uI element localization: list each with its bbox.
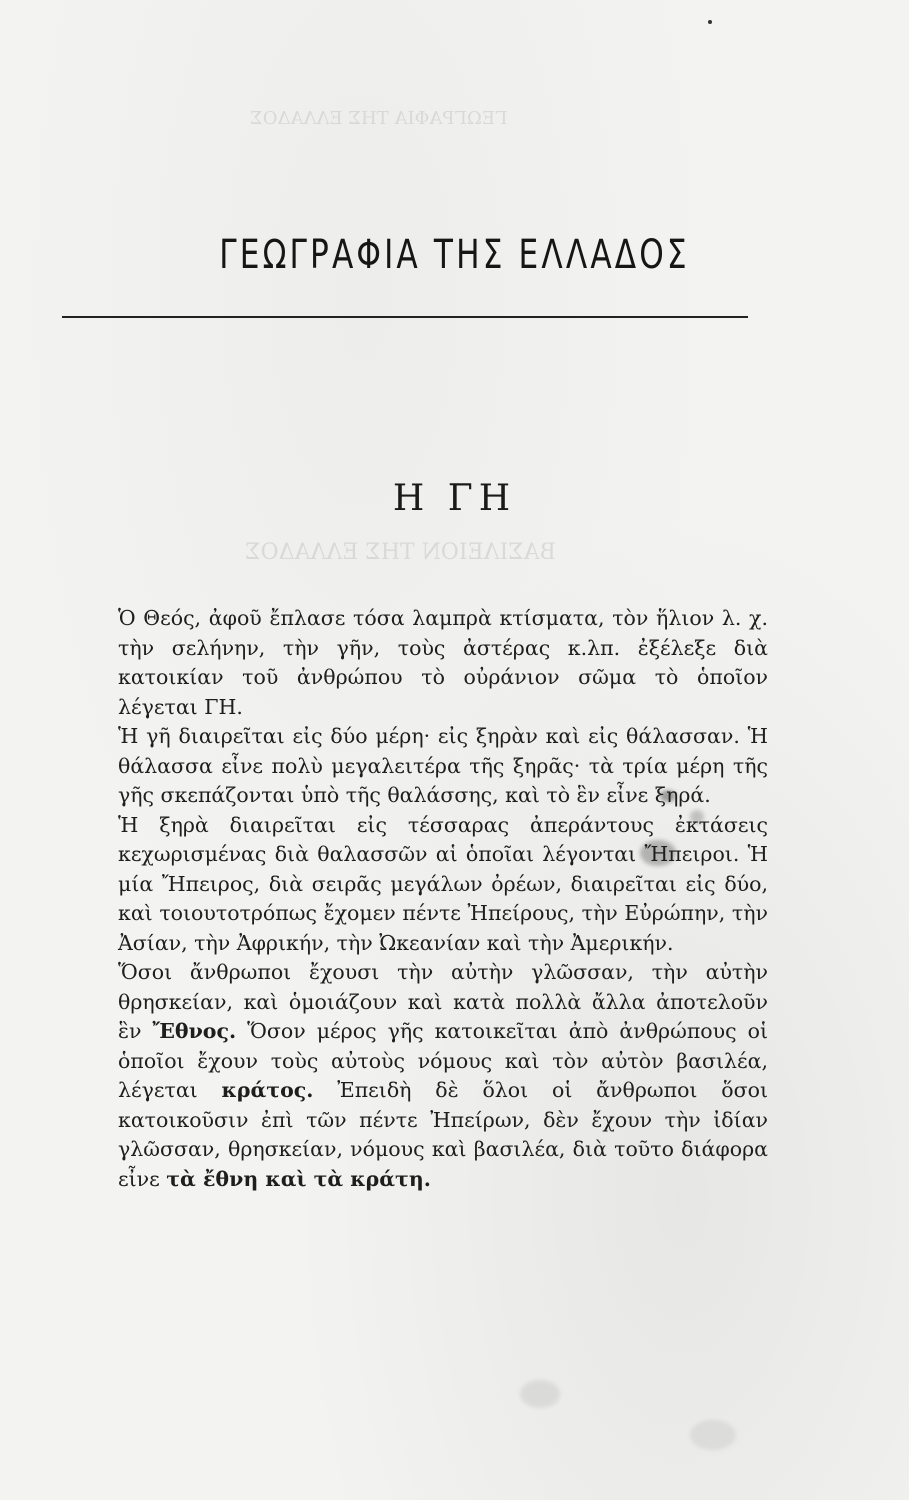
paragraph: [118, 722, 768, 811]
ink-stain: [690, 1420, 736, 1450]
page-title: ΓΕΩΓΡΑΦΙΑ ΤΗΣ ΕΛΛΑΔΟΣ: [219, 232, 690, 278]
bold-term-ethnos: Ἔθνος.: [152, 1019, 237, 1043]
speck: [708, 20, 712, 24]
paragraph-text: Ἐπειδὴ δὲ ὅλοι οἱ ἄνθρωποι ὅσοι κατοικοῦσιν ἐπὶ τῶν πέντε Ἠπείρων, δὲν ἔχουν τὴν ἰδίαν γλῶσσαν, θρησκείαν, νόμους καὶ βασιλέα, διὰ τοῦτο διάφορα εἶνε: [118, 1078, 768, 1191]
show-through-bleed: ΓΕΩΓΡΑΦΙΑ ΤΗΣ ΕΛΛΑΔΟΣ: [250, 108, 508, 129]
paragraph-text: Ἡ ξηρὰ διαιρεῖται εἰς τέσσαρας ἀπεράντους ἐκτάσεις κεχωρισμένας διὰ θαλασσῶν αἱ ὁποῖαι λέγονται Ἤπειροι. Ἡ μία Ἤπειρος, διὰ σειρᾶς μεγάλων ὀρέων, διαιρεῖται εἰς δύο, καὶ τοιουτοτρόπως ἔχομεν πέντε Ἠπείρους, τὴν Εὐρώπην, τὴν Ἀσίαν, τὴν Ἀφρικήν, τὴν Ὠκεανίαν καὶ τὴν Ἀμερικήν.: [118, 812, 768, 955]
paragraph: [118, 811, 768, 959]
title-underline: [62, 316, 748, 318]
paragraph-text: Ὅσοι ἄνθρωποι ἔχουσι τὴν αὐτὴν γλῶσσαν, τὴν αὐτὴν θρησκείαν, καὶ ὁμοιάζουν καὶ κατὰ πολλὰ ἄλλα ἀποτελοῦν ἓν: [118, 960, 768, 1043]
section-heading: Η ΓΗ: [392, 478, 517, 519]
paragraph-text: Ὅσον μέρος γῆς κατοικεῖται ἀπὸ ἀνθρώπους οἱ ὁποῖοι ἔχουν τοὺς αὐτοὺς νόμους καὶ τὸν αὐτὸν βασιλέα, λέγεται: [118, 1019, 768, 1102]
show-through-bleed: ΒΑΣΙΛΕΙΟΝ ΤΗΣ ΕΛΛΑΔΟΣ: [245, 540, 556, 565]
paragraph-text: Ὁ Θεός, ἀφοῦ ἔπλασε τόσα λαμπρὰ κτίσματα, τὸν ἥλιον λ. χ. τὴν σελήνην, τὴν γῆν, τοὺς ἀστέρας κ.λπ. ἐξέλεξε διὰ κατοικίαν τοῦ ἀνθρώπου τὸ οὐράνιον σῶμα τὸ ὁποῖον λέγεται ΓΗ.: [118, 606, 768, 719]
paragraph: [118, 604, 768, 722]
paragraph: [118, 958, 768, 1194]
bold-term-kratos: κράτος.: [221, 1078, 314, 1102]
body-text: [118, 604, 768, 1194]
ink-stain: [520, 1380, 560, 1408]
bold-term-ethni-kratí: τὰ ἔθνη καὶ τὰ κράτη.: [166, 1166, 431, 1191]
paragraph-text: Ἡ γῆ διαιρεῖται εἰς δύο μέρη· εἰς ξηρὰν καὶ εἰς θάλασσαν. Ἡ θάλασσα εἶνε πολὺ μεγαλειτέρα τῆς ξηρᾶς· τὰ τρία μέρη τῆς γῆς σκεπάζονται ὑπὸ τῆς θαλάσσης, καὶ τὸ ἓν εἶνε ξηρά.: [118, 724, 768, 807]
